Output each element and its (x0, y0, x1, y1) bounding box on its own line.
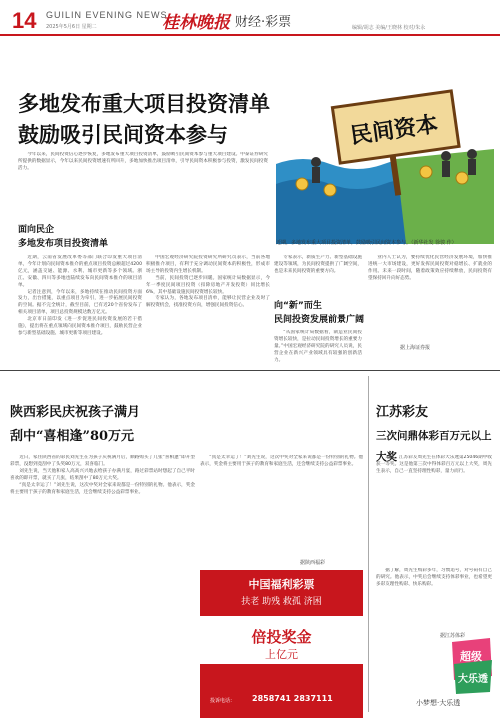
ad-logo: 中国福利彩票 (248, 578, 315, 591)
subhead-1: 面向民企 (18, 225, 55, 235)
brand-slogan: 小梦想·大乐透 (416, 699, 461, 707)
badge-line-2: 大乐透 (458, 674, 488, 685)
ad-hotline-label: 投诉电话： (210, 698, 236, 704)
subhead-4: 民间投资发展前景广阔 (274, 315, 365, 325)
sign-text: 民间资本 (348, 112, 440, 150)
subhead-2: 多地发布项目投资清单 (18, 239, 109, 249)
right-story-body-1: 近期，江苏彩友周先生在体彩大乐透第25046期中收获一等奖。这是他第三次中得体彩百万元以上大奖，周先生表示，自己一直坚持理性购彩，量力而行。 (376, 455, 492, 474)
masthead (0, 0, 500, 36)
badge-line-1: 超级 (460, 650, 482, 663)
main-headline (18, 88, 288, 150)
right-story-body-2: 据了解，周先生购彩多年，习惯追号，对号码有自己的研究。他表示，中奖后会继续支持体彩事业，也希望更多彩友理性购彩、快乐购彩。 (376, 568, 492, 587)
section-title: 财经·彩票 (235, 15, 292, 30)
right-story-title-2: 三次问鼎体彩百万元以上大奖 (376, 430, 492, 463)
ad-tagline: 扶老 助残 救孤 济困 (241, 597, 322, 607)
headline-line-1: 多地发布重大项目投资清单 (18, 91, 270, 116)
story-column-1: 近期，云南省发展改革委等部门联合印发重大项目清单，今年计划向民间资本推介的重点项目投资总额超过4200亿元，涵盖交通、能源、水利、城市更新等多个领域。浙江、安徽、四川等多地也陆续发布向民间资本推介的项目清单。 记者注意到，今年以来，多地持续在推动民间投资方面发力，出台措施，以重点项目为牵引，进一步拓展民间投资的空间。据不完全统计，截至目前，已有近20个省份发布了相关项目清单，项目总投资规模达数万亿元。 北京市日前印发《进一步促进民间投资发展的若干措施》，提出将在重点领域向民间资本推介项目，鼓励民营企业参与新型基础设施、城市更新等项目建设。 (18, 255, 142, 336)
left-story-byline: 据陕西福彩 (300, 560, 326, 566)
section-divider (0, 370, 500, 371)
left-story-body: 近日，家住陕西省的彩民刘先生在为孩子庆祝满月后，顺路购买了几张“喜相逢”即开型彩票，没想到竟刮中了头奖80万元，双喜临门。 刘先生说，当天他和家人高高兴兴地去给孩子办满月宴，路过彩票站时想起了自己平时喜欢的即开票，就买了几张，结果刮中了80万元大奖。 “真是太幸运了！”刘先生说，这次中奖对全家来说都是一份特别的礼物。他表示，奖金将主要用于孩子的教育和家庭生活，还会继续支持公益彩票事业。 (10, 455, 195, 495)
left-story-title-2: 刮中“喜相逢”80万元 (10, 429, 135, 444)
story-intro: 今年以来，民间投资信心逐步恢复，多地发布重大项目投资清单，鼓励吸引民间资本参与重大项目建设。中泰证券研究所提供的数据显示，今年以来民间投资增速有所回升，多地加快推出项目清单，引导民间资本积极参与投资，激发民间投资活力。 (18, 152, 268, 171)
ad-headline: 倍投奖金 (251, 628, 312, 646)
story-column-4: 业内人士认为，要持续优化民营经济发展环境，加快推进统一大市场建设，更好发挥民间投资对稳增长、扩就业的作用。未来一段时间，随着政策效应持续释放，民间投资有望保持回升向好态势。 (368, 255, 492, 281)
column-divider (368, 376, 369, 712)
ad-phone: 2858741 2837111 (252, 694, 333, 703)
page-number: 14 (12, 8, 37, 33)
newspaper-logo: 桂林晚报 (162, 13, 230, 33)
story-column-2: 中国宏观经济研究院投资研究所研究员表示，当前各地积极推介项目，有利于充分调动民间资本的积极性，形成市场主导的投资内生增长机制。 当前，民间投资已逐步回暖。国家统计局数据显示，今年一季度民间项目投资（扣除房地产开发投资）同比增长6%，其中基础设施民间投资增长较快。 专家认为，各地发布项目清单，能够让民营企业及时了解投资机会，找准投资方向，增强民间投资信心。 (146, 255, 270, 309)
ad-subheadline: 上亿元 (265, 648, 298, 661)
paper-name: GUILIN EVENING NEWS (46, 10, 168, 20)
lotto-badge-icon (448, 636, 494, 694)
subhead-3: 向“新”而生 (274, 301, 322, 311)
story-column-3: 专家表示，新质生产力、新型基础设施建设等领域，为民间投资提供了广阔空间，也是未来民间投资的重要方向。 (274, 255, 362, 274)
left-story-body-2: “真是太幸运了！”刘先生说，这次中奖对全家来说都是一份特别的礼物。他表示，奖金将主要用于孩子的教育和家庭生活，还会继续支持公益彩票事业。 (200, 455, 363, 467)
right-story-byline: 据江苏体彩 (440, 633, 466, 639)
right-story-title-1: 江苏彩友 (376, 405, 429, 420)
story-column-3b: “从国家统计局数据看，制造业民间投资增长较快，是拉动民间投资增长的重要力量。”中国宏观经济研究院的研究人员说，民营企业在新兴产业领域具有较强的创新活力。 (274, 330, 362, 363)
headline-line-2: 鼓励吸引民间资本参与 (18, 122, 228, 147)
welfare-lottery-ad (200, 570, 363, 718)
cartoon-illustration (276, 44, 494, 244)
left-story-title-1: 陕西彩民庆祝孩子满月 (10, 405, 141, 420)
editor-credit: 编辑/胡志 美编/王晓林 校对/朱永 (352, 25, 426, 31)
story-source: 据上海证券报 (400, 345, 431, 351)
date-line: 2025年5月6日 星期二 (46, 24, 97, 30)
illustration-caption: 近期，多地发布重大项目投资清单，鼓励吸引民间资本参与。（新华社发 徐骏 作） (276, 240, 457, 246)
